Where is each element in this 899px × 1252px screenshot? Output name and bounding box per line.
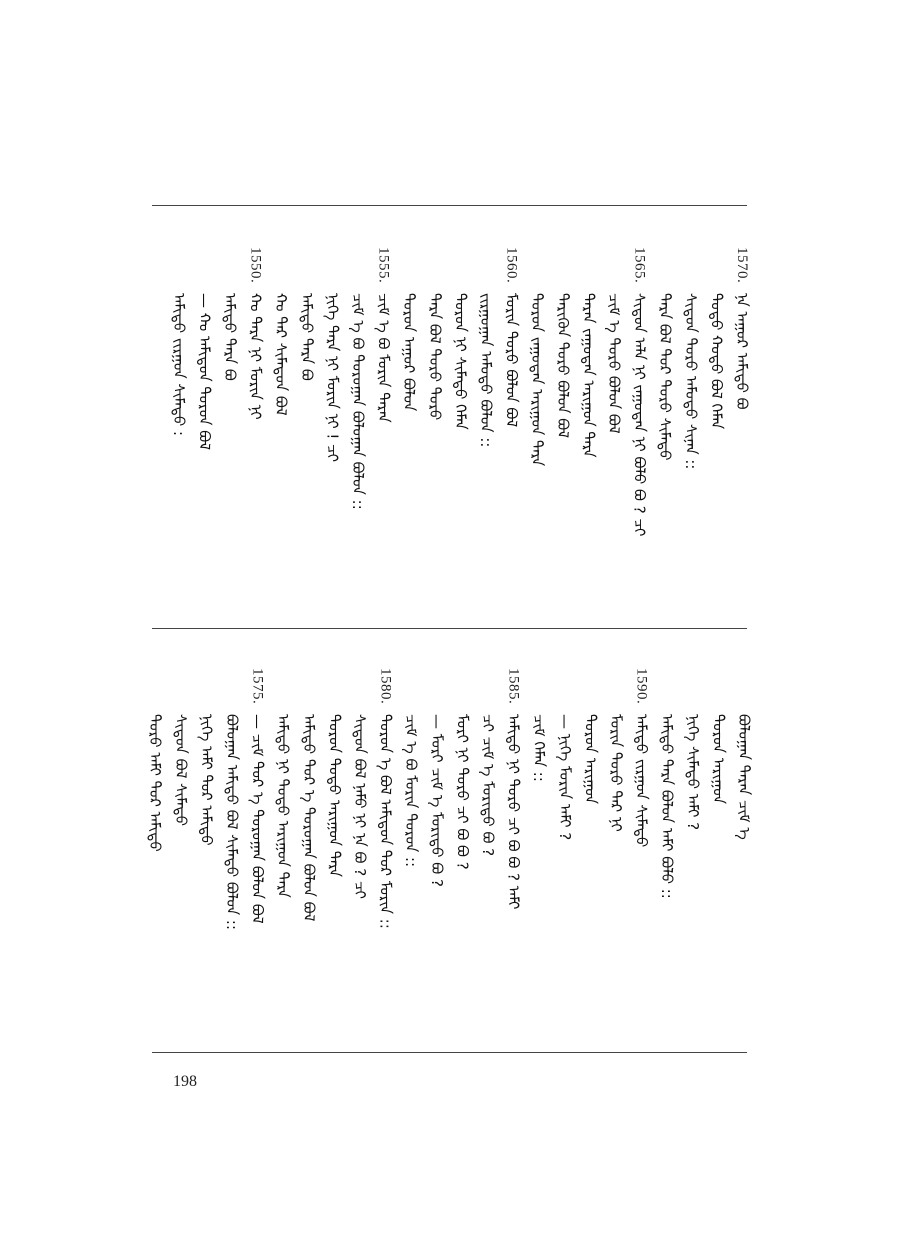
verse-column: [346, 668, 374, 1043]
verse-column: [318, 247, 346, 617]
verse-line: ᠪᠣᠯᠤᠭᠠᠨ ᠠᠮᠢᠳᠤ ᠪᠣᠯ ᠰᠢᠮᠡᠳᠤ ᠪᠣᠯᠤᠨ ::: [223, 714, 241, 931]
verse-line: ᠪᠣᠯᠤᠭᠠᠨ ᠲᠡᠷᠡᠨ ᠴᠢᠮ ᠡ: [735, 714, 753, 840]
verse-column: [677, 247, 705, 617]
verse-line: ᠮᠣᠷᠢᠨ ᠲᠤᠷᠤ ᠪᠣᠯᠤᠨ ᠪᠣᠯ: [502, 293, 521, 428]
verse-line: ᠨᠠ ᠠᠭᠤᠷ ᠠᠮᠢᠳᠤ ᠪᠣ: [733, 293, 751, 410]
verse-line: ᠨᠢᠭᠡ ᠠᠮᠢ ᠲᠤᠷ ᠠᠮᠢᠳᠤ: [197, 714, 216, 846]
verse-line: ᠲᠡᠷᠡᠨ ᠵᠠᠭᠤᠳᠠᠨ ᠠᠷᠢᠭᠤᠨ ᠲᠡᠷᠡ: [579, 293, 598, 458]
verse-line: ᠮᠣᠷᠢ ᠨᠢ ᠲᠤᠷᠤ ᠴᠢ ᠪᠣ ᠪᠣ ?: [453, 714, 472, 870]
bottom-rule: [152, 1052, 747, 1053]
verse-column: [576, 668, 604, 1043]
verse-line: ᠴᠢᠮ ᠬᠡᠮᠡᠨ ::: [530, 714, 549, 782]
verse-column: [574, 247, 602, 617]
line-number: 1575.: [249, 668, 266, 705]
verse-column: [267, 247, 295, 617]
verse-line: ᠳᠤᠳᠤ ᠬᠤᠳᠤ ᠪᠣᠯ ᠬᠡᠮᠡᠨ: [707, 293, 726, 430]
verse-line: ᠲᠤᠷᠤᠨ ᠵᠠᠭᠤᠳᠠᠨ ᠠᠷᠢᠭᠤᠨ ᠲᠡᠷᠡ: [528, 293, 547, 467]
verse-column: [728, 247, 756, 617]
verse-column: [474, 668, 502, 1043]
verse-column: [216, 247, 244, 617]
verse-line: — ᠮᠣᠷᠢ ᠴᠢᠮ ᠡ ᠮᠣᠷᠢᠳᠤ ᠪᠣ ?: [427, 714, 446, 887]
verse-column: [244, 668, 272, 1043]
verse-column: [397, 668, 425, 1043]
verse-line: ᠰᠢᠳᠤᠨ ᠪᠣᠯ ᠰᠢᠮᠡᠳᠤ: [171, 714, 190, 826]
verse-line: ᠨᠢᠭᠡ ᠲᠡᠷᠡ ᠨᠢ ᠮᠣᠷᠢᠨ ᠨᠢ ! ᠴᠢ: [323, 293, 342, 463]
verse-column: [730, 668, 758, 1043]
verse-line: ᠠᠮᠢᠳᠤ ᠲᠡᠷᠡ ᠪᠣᠯᠤᠨ ᠠᠮᠢ ᠪᠣᠯᠤ ::: [658, 714, 677, 899]
verse-line: — ᠨᠢᠭᠡ ᠮᠣᠷᠢᠨ ᠠᠮᠢ ?: [555, 714, 574, 841]
line-number: 1580.: [377, 668, 394, 705]
verse-column: [165, 247, 193, 617]
verse-column: [551, 668, 579, 1043]
verse-line: ᠴᠢᠮ ᠡ ᠪᠣ ᠮᠣᠷᠢᠨ ᠲᠤᠷᠤᠨ ::: [402, 714, 421, 868]
verse-column: [295, 668, 323, 1043]
verse-line: ᠰᠢᠳᠤᠨ ᠠᠯᠠ ᠨᠢ ᠵᠠᠭᠤᠳᠠᠨ ᠨᠢ ᠪᠤᠯᠤ ᠪᠣ ? ᠴᠢ: [630, 293, 649, 537]
verse-column: [423, 668, 451, 1043]
verse-line: ᠠᠮᠢᠳᠤ ᠵᠢᠷᠭᠤᠨ ᠰᠢᠮᠡᠳᠤ: [632, 714, 651, 848]
verse-line: ᠲᠤᠷᠤ ᠠᠮᠢ ᠲᠤᠷ ᠠᠮᠢᠳᠤ: [146, 714, 165, 852]
verse-line: ᠲᠡᠷᠡ ᠪᠣᠯ ᠲᠤᠷᠤ ᠲᠤᠷᠤ: [425, 293, 444, 421]
verse-line: ᠠᠮᠢᠳᠤ ᠨᠢ ᠳᠤᠳᠤ ᠠᠷᠢᠭᠤᠨ ᠲᠡᠷᠡ: [274, 714, 293, 898]
page-number: 198: [173, 1073, 197, 1090]
verse-line: — ᠴᠢᠮ ᠲᠤᠷ ᠡ ᠲᠤᠷᠤᠭᠠᠨ ᠪᠣᠯᠤᠨ ᠪᠣᠯ: [248, 714, 267, 924]
verse-line: ᠲᠡᠷᠢᠭᠦᠨ ᠲᠤᠷᠤ ᠪᠣᠯᠤᠨ ᠪᠣᠯ: [553, 293, 572, 438]
verse-line: ᠴᠢᠮ ᠡ ᠪᠣ ᠲᠤᠷᠤᠭᠠᠨ ᠪᠣᠯᠤᠭᠠᠨ ᠪᠣᠯᠤᠨ ::: [349, 293, 367, 510]
verse-line: ᠴᠢ ᠴᠢᠮ ᠡ ᠮᠣᠷᠢᠳᠤ ᠪᠣ ?: [479, 714, 497, 857]
verse-column: [192, 668, 220, 1043]
verse-block-lower: [146, 668, 753, 1043]
verse-column: [421, 247, 449, 617]
verse-line: ᠴᠢᠮ ᠡ ᠲᠤᠷᠤ ᠪᠣᠯᠤᠨ ᠪᠣᠯ: [605, 293, 623, 434]
verse-column: [370, 247, 398, 617]
verse-line: ᠠᠮᠢᠳᠤ ᠵᠢᠷᠭᠤᠨ ᠰᠢᠮᠡᠳᠤ :: [169, 293, 188, 437]
verse-line: ᠵᠢᠷᠭᠤᠭᠠᠨ ᠠᠮᠤᠳᠤ ᠪᠣᠯᠤᠨ ::: [477, 293, 495, 448]
verse-column: [651, 247, 679, 617]
verse-column: [320, 668, 348, 1043]
verse-column: [704, 668, 732, 1043]
verse-line: ᠮᠣᠷᠢᠨ ᠲᠤᠷᠤ ᠲᠡᠷ ᠨᠢ: [607, 714, 625, 832]
verse-line: ᠲᠤᠷᠤᠨ ᠨᠢ ᠰᠢᠮᠡᠳᠤ ᠬᠡᠮᠡᠨ: [451, 293, 470, 430]
verse-column: [446, 247, 474, 617]
middle-rule: [152, 628, 747, 629]
verse-column: [242, 247, 270, 617]
verse-line: ᠲᠡᠷᠡ ᠪᠣᠯ ᠲᠤᠷ ᠲᠤᠷᠤ ᠰᠢᠮᠡᠳᠤ: [656, 293, 675, 461]
verse-column: [679, 668, 707, 1043]
verse-line: ᠴᠢᠮ ᠡ ᠪᠣ ᠮᠣᠷᠢᠨ ᠲᠡᠷᠡᠨ: [374, 293, 393, 423]
verse-line: ᠬᠤ ᠲᠡᠷᠡ ᠨᠢ ᠮᠣᠷᠢᠨ ᠨᠢ: [246, 293, 265, 420]
line-number: 1570.: [734, 247, 750, 284]
top-rule: [152, 205, 747, 206]
verse-column: [190, 247, 218, 617]
line-number: 1555.: [375, 247, 392, 284]
verse-column: [500, 668, 528, 1043]
verse-column: [218, 668, 246, 1043]
verse-column: [702, 247, 730, 617]
verse-block-upper: [152, 247, 751, 617]
verse-column: [653, 668, 681, 1043]
line-number: 1560.: [503, 247, 520, 284]
line-number: 1590.: [633, 668, 650, 705]
verse-column: [523, 247, 551, 617]
verse-column: [167, 668, 195, 1043]
verse-column: [626, 247, 654, 617]
verse-column: [269, 668, 297, 1043]
verse-column: [498, 247, 526, 617]
verse-column: [600, 247, 628, 617]
line-number: 1585.: [505, 668, 522, 705]
verse-line: ᠲᠤᠷᠤᠨ ᠠᠭᠤᠷ ᠪᠣᠯᠤᠨ: [400, 293, 419, 412]
verse-line: ᠰᠢᠳᠤᠨ ᠪᠣᠯ ᠨᠠᠮᠤ ᠨᠢ ᠨᠠ ᠪᠣ ? ᠴᠢ: [351, 714, 369, 899]
verse-column: [472, 247, 500, 617]
verse-column: [293, 247, 321, 617]
verse-column: [372, 668, 400, 1043]
verse-line: ᠲᠤᠷᠤᠨ ᠠᠷᠢᠭᠤᠨ: [581, 714, 600, 804]
verse-line: ᠲᠤᠷᠤᠨ ᠳᠤᠳᠤ ᠠᠷᠢᠭᠤᠨ ᠲᠡᠷᠡ: [325, 714, 344, 877]
verse-column: [395, 247, 423, 617]
verse-line: — ᠬᠤ ᠠᠮᠢᠳᠤᠨ ᠲᠤᠷᠤᠨ ᠪᠣᠯ: [195, 293, 214, 450]
line-number: 1565.: [631, 247, 648, 284]
verse-column: [628, 668, 656, 1043]
verse-column: [549, 247, 577, 617]
verse-column: [141, 668, 169, 1043]
verse-line: ᠰᠢᠳᠤᠨ ᠲᠤᠷᠤ ᠠᠮᠤᠳᠤ ᠰᠢᠨᠠᠨ ::: [681, 293, 700, 470]
verse-line: ᠠᠮᠢᠳᠤ ᠲᠡᠷᠡ ᠪᠣ: [221, 293, 239, 381]
verse-column: [344, 247, 372, 617]
verse-column: [602, 668, 630, 1043]
verse-line: ᠠᠮᠢᠳᠤ ᠨᠢ ᠲᠤᠷᠤ ᠴᠢ ᠪᠣ ᠪᠣ ? ᠠᠮᠢ: [504, 714, 523, 910]
verse-line: ᠨᠢᠭᠡ ᠰᠢᠮᠡᠳᠤ ᠠᠮᠢ ?: [683, 714, 702, 831]
verse-line: ᠲᠤᠷᠤᠨ ᠠᠷᠢᠭᠤᠨ: [709, 714, 728, 804]
line-number: 1550.: [247, 247, 264, 284]
verse-column: [525, 668, 553, 1043]
verse-line: ᠲᠤᠷᠤᠨ ᠡ ᠪᠣᠯ ᠠᠮᠢᠳᠤᠨ ᠲᠤᠷ ᠮᠣᠷᠢᠨ ::: [376, 714, 395, 929]
verse-column: [448, 668, 476, 1043]
verse-line: ᠬᠤ ᠲᠡᠷ ᠰᠢᠮᠡᠳᠤᠨ ᠪᠣᠯ: [272, 293, 291, 416]
verse-line: ᠠᠮᠢᠳᠤ ᠲᠤᠷ ᠡ ᠲᠤᠷᠤᠭᠠᠨ ᠪᠣᠯᠤᠨ ᠪᠣᠯ: [299, 714, 318, 922]
verse-line: ᠠᠮᠢᠳᠤ ᠲᠡᠷᠡ ᠪᠣ: [297, 293, 316, 381]
